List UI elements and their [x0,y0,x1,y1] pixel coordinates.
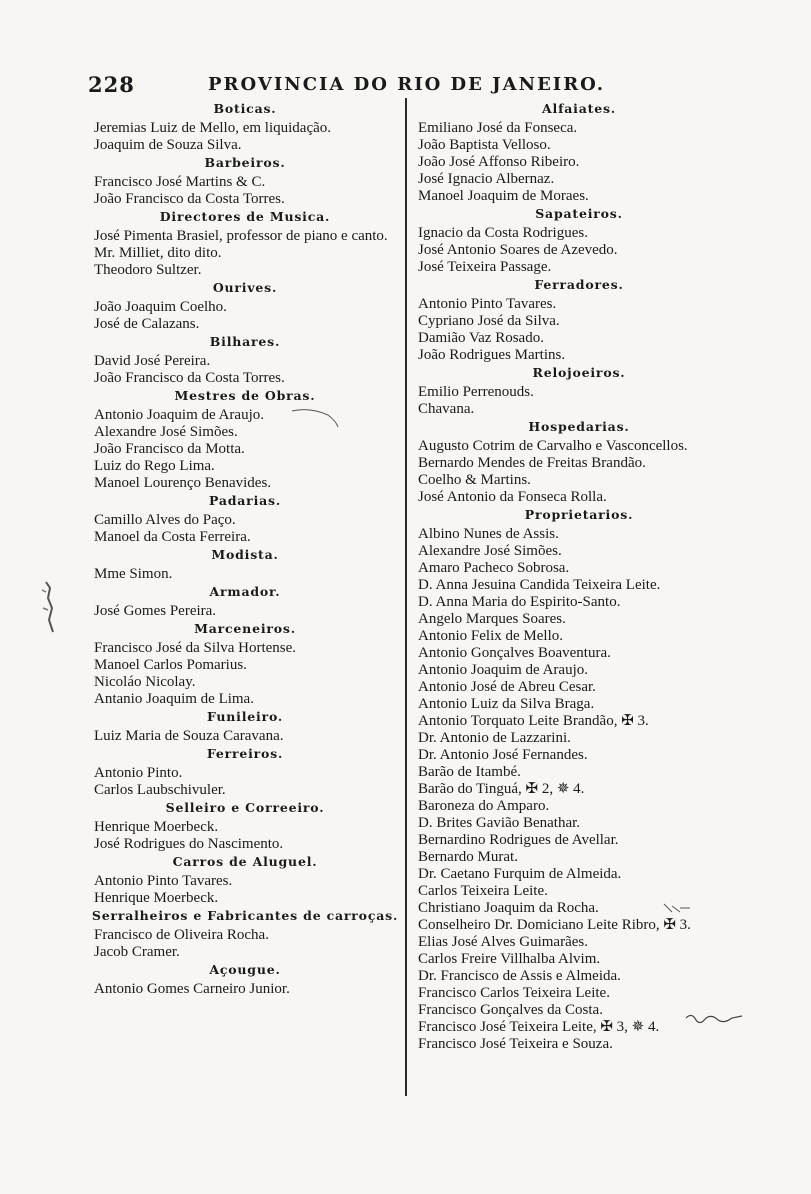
directory-entry: Christiano Joaquim da Rocha. [418,900,599,916]
directory-entry: José Gomes Pereira. [94,603,217,619]
section-heading: Serralheiros e Fabricantes de carroças. [91,908,399,923]
directory-entry: Barão do Tinguá, ✠ 2, ✵ 4. [418,781,585,797]
section-heading: Armador. [209,584,281,599]
directory-entry: Bernardo Mendes de Freitas Brandão. [418,455,646,471]
directory-entry: José Teixeira Passage. [418,259,552,275]
directory-entry: Antonio Pinto Tavares. [94,873,233,889]
directory-entry: Antonio Pinto. [94,765,183,781]
directory-entry: Francisco Gonçalves da Costa. [418,1002,603,1018]
directory-entry: Angelo Marques Soares. [418,611,566,627]
directory-entry: Carlos Teixeira Leite. [418,883,548,899]
directory-entry: Carlos Laubschivuler. [94,782,226,798]
section-heading: Sapateiros. [535,206,623,221]
directory-section [414,205,744,276]
directory-entry: Nicoláo Nicolay. [94,674,196,690]
directory-entry: D. Anna Jesuina Candida Teixeira Leite. [418,577,661,593]
section-heading: Ferradores. [534,277,624,292]
directory-section [414,418,744,506]
section-heading: Padarias. [208,493,282,508]
section-heading: Barbeiros. [204,155,286,170]
directory-entry: Francisco de Oliveira Rocha. [94,927,269,943]
directory-entry: Bernardo Murat. [418,849,518,865]
directory-entry: Luiz Maria de Souza Caravana. [94,728,284,744]
directory-section [90,961,400,998]
section-heading: Modista. [211,547,279,562]
directory-entry: Antonio Torquato Leite Brandão, ✠ 3. [418,713,649,729]
directory-entry: Francisco José Martins & C. [94,174,266,190]
directory-entry: João Francisco da Motta. [94,441,245,457]
directory-entry: Carlos Freire Villhalba Alvim. [418,951,601,967]
directory-entry: Jeremias Luiz de Mello, em liquidação. [94,120,332,136]
directory-entry: Antonio Felix de Mello. [418,628,563,644]
section-heading: Marceneiros. [194,621,296,636]
directory-entry: Dr. Antonio José Fernandes. [418,747,588,763]
directory-entry: Antanio Joaquim de Lima. [94,691,254,707]
directory-entry: Dr. Caetano Furquim de Almeida. [418,866,622,882]
directory-entry: Bernardino Rodrigues de Avellar. [418,832,619,848]
directory-entry: Francisco José Teixeira e Souza. [418,1036,613,1052]
directory-section [90,799,400,853]
directory-section [414,100,744,205]
directory-entry: David José Pereira. [94,353,211,369]
directory-section [90,708,400,745]
directory-entry: D. Anna Maria do Espirito-Santo. [418,594,621,610]
directory-entry: Dr. Antonio de Lazzarini. [418,730,571,746]
directory-entry: Henrique Moerbeck. [94,819,219,835]
directory-entry: D. Brites Gavião Benathar. [418,815,581,831]
directory-entry: João Rodrigues Martins. [418,347,566,363]
directory-section [414,364,744,418]
directory-entry: Mr. Milliet, dito dito. [94,245,222,261]
directory-entry: João Baptista Velloso. [418,137,551,153]
section-heading: Relojoeiros. [532,365,626,380]
section-heading: Bilhares. [209,334,281,349]
directory-entry: José de Calazans. [94,316,200,332]
pencil-mark-icon [290,405,340,431]
directory-section [90,100,400,154]
directory-section [414,506,744,1053]
directory-entry: Elias José Alves Guimarães. [418,934,588,950]
directory-entry: Emiliano José da Fonseca. [418,120,578,136]
section-heading: Selleiro e Correeiro. [165,800,325,815]
directory-section [90,333,400,387]
pencil-mark-icon [662,900,692,916]
directory-section [90,907,400,961]
directory-entry: Chavana. [418,401,475,417]
directory-entry: Francisco Carlos Teixeira Leite. [418,985,610,1001]
directory-entry: José Antonio Soares de Azevedo. [418,242,618,258]
directory-section [414,276,744,364]
directory-entry: Emilio Perrenouds. [418,384,534,400]
directory-entry: Conselheiro Dr. Domiciano Leite Ribro, ✠ 3. [418,917,691,933]
directory-entry: Joaquim de Souza Silva. [94,137,242,153]
margin-mark-icon [40,578,64,636]
section-heading: Açougue. [209,962,281,977]
section-heading: Ferreiros. [206,746,284,761]
directory-entry: Damião Vaz Rosado. [418,330,544,346]
directory-entry: Baroneza do Amparo. [418,798,550,814]
directory-section [90,279,400,333]
directory-entry: Alexandre José Simões. [418,543,562,559]
directory-entry: José Antonio da Fonseca Rolla. [418,489,607,505]
section-heading: Carros de Aluguel. [172,854,318,869]
section-heading: Alfaiates. [542,101,616,116]
directory-entry: João Joaquim Coelho. [94,299,227,315]
directory-section [90,387,400,492]
directory-entry: Cypriano José da Silva. [418,313,560,329]
directory-entry: José Pimenta Brasiel, professor de piano e canto. [94,228,388,244]
directory-entry: Antonio Pinto Tavares. [418,296,557,312]
directory-entry: José Ignacio Albernaz. [418,171,555,187]
right-column [414,100,744,1053]
directory-entry: Henrique Moerbeck. [94,890,219,906]
directory-entry: Antonio Joaquim de Araujo. [418,662,588,678]
directory-section [90,546,400,583]
running-title: PROVINCIA DO RIO DE JANEIRO. [208,74,606,95]
directory-entry: Antonio Joaquim de Araujo. [94,407,264,423]
column-divider [405,98,407,1096]
directory-entry: Theodoro Sultzer. [94,262,202,278]
directory-entry: Albino Nunes de Assis. [418,526,559,542]
section-heading: Mestres de Obras. [174,388,316,403]
directory-section [90,853,400,907]
directory-entry: Antonio Gomes Carneiro Junior. [94,981,290,997]
section-heading: Directores de Musica. [159,209,331,224]
directory-section [90,208,400,279]
directory-entry: Amaro Pacheco Sobrosa. [418,560,570,576]
directory-entry: Francisco José da Silva Hortense. [94,640,297,656]
directory-entry: Alexandre José Simões. [94,424,238,440]
directory-entry: Dr. Francisco de Assis e Almeida. [418,968,621,984]
pencil-mark-icon [684,1010,744,1030]
directory-entry: Manoel Joaquim de Moraes. [418,188,589,204]
directory-entry: João Francisco da Costa Torres. [94,370,285,386]
page-number: 228 [88,72,135,97]
directory-entry: Manoel da Costa Ferreira. [94,529,251,545]
directory-entry: Barão de Itambé. [418,764,521,780]
section-heading: Boticas. [213,101,277,116]
directory-section [90,745,400,799]
directory-entry: Antonio José de Abreu Cesar. [418,679,596,695]
left-column [90,100,400,998]
directory-entry: Luiz do Rego Lima. [94,458,215,474]
section-heading: Hospedarias. [528,419,630,434]
directory-entry: Ignacio da Costa Rodrigues. [418,225,588,241]
section-heading: Funileiro. [206,709,284,724]
directory-entry: Antonio Gonçalves Boaventura. [418,645,611,661]
directory-entry: Antonio Luiz da Silva Braga. [418,696,595,712]
directory-section [90,492,400,546]
section-heading: Ourives. [212,280,278,295]
section-heading: Proprietarios. [524,507,634,522]
directory-entry: João Francisco da Costa Torres. [94,191,285,207]
directory-entry: Camillo Alves do Paço. [94,512,236,528]
directory-entry: Augusto Cotrim de Carvalho e Vasconcellos. [418,438,688,454]
directory-entry: João José Affonso Ribeiro. [418,154,580,170]
directory-entry: Coelho & Martins. [418,472,531,488]
directory-entry: Jacob Cramer. [94,944,180,960]
directory-entry: José Rodrigues do Nascimento. [94,836,284,852]
directory-entry: Francisco José Teixeira Leite, ✠ 3, ✵ 4. [418,1019,660,1035]
directory-section [90,620,400,708]
directory-section [90,154,400,208]
directory-section [90,583,400,620]
directory-entry: Mme Simon. [94,566,173,582]
directory-entry: Manoel Carlos Pomarius. [94,657,247,673]
directory-entry: Manoel Lourenço Benavides. [94,475,272,491]
